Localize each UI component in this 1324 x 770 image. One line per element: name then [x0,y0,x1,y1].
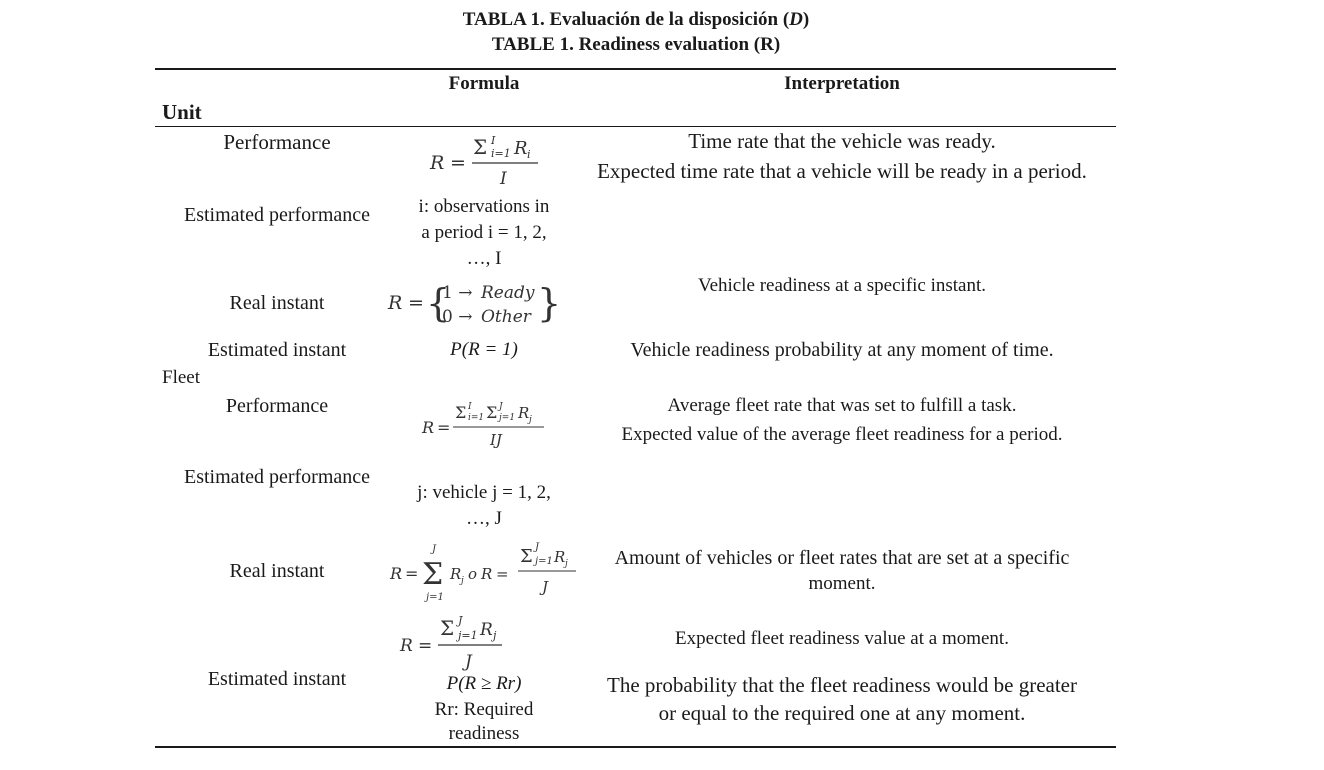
svg-text:j: j [493,629,497,642]
header-formula: Formula [448,73,520,94]
row3-unit: Real instant [229,292,325,314]
row9-interpretation-2: or equal to the required one at any moment. [658,701,1026,725]
row9-formula-note-2: readiness [448,723,520,744]
header-interpretation: Interpretation [784,73,900,94]
svg-text:i: i [527,148,531,161]
svg-text:i=1: i=1 [468,413,485,423]
row2-unit: Estimated performance [183,204,371,226]
row2-formula-note-1: i: observations in [418,196,550,217]
svg-text:R: R [481,565,493,583]
formula-vehicle-performance-svg [428,132,548,190]
row7-interpretation-2: moment. [808,573,876,594]
svg-text:j: j [461,576,464,586]
row6-formula-note-2: …, J [466,508,502,529]
svg-text:J: J [499,402,503,412]
svg-text:=: = [437,418,451,437]
svg-text:=: = [405,564,419,583]
formula-vehicle-real-instant [386,278,562,334]
title-spanish-variable: D [789,9,803,30]
row9-formula-note-1: Rr: Required [434,699,534,720]
svg-text:=: = [496,565,509,583]
svg-text:j=1: j=1 [426,592,444,603]
svg-text:j=1: j=1 [499,413,516,423]
svg-text:Ready: Ready [481,283,535,303]
svg-text:J: J [458,614,463,627]
svg-text:Σ: Σ [440,616,455,640]
row1-interpretation-2: Expected time rate that a vehicle will be ready in a period. [597,159,1087,183]
section-fleet: Fleet [162,367,200,388]
row8-interpretation-1: Expected fleet readiness value at a moment. [675,628,1009,649]
row4-formula: P(R = 1) [450,339,518,360]
svg-text:R: R [400,636,413,656]
svg-text:I: I [500,169,507,189]
row3-interpretation-1: Vehicle readiness at a specific instant. [697,275,987,296]
formula-fleet-performance [420,398,550,454]
table-title-spanish [463,9,809,31]
svg-text:J: J [465,652,472,672]
svg-text:=: = [450,152,466,174]
svg-text:i=1: i=1 [491,147,511,160]
formula-vehicle-performance [428,132,548,194]
svg-text:j=1: j=1 [535,556,553,567]
formula-fleet-real-instant-svg [388,538,584,604]
svg-text:R: R [480,620,493,640]
svg-text:{: { [426,281,451,325]
formula-fleet-expected-instant [398,612,518,676]
svg-text:=: = [418,636,433,656]
row9-formula: P(R ≥ Rr) [446,673,522,694]
svg-text:Σ: Σ [486,403,498,422]
row4-unit: Estimated instant [207,339,347,361]
svg-text:R: R [430,152,445,174]
svg-text:Σ: Σ [520,546,533,567]
svg-text:R: R [390,564,403,583]
svg-text:R: R [388,292,403,314]
row6-formula-note-1: j: vehicle j = 1, 2, [417,482,551,503]
svg-text:Σ: Σ [455,403,467,422]
row1-interpretation-1: Time rate that the vehicle was ready. [688,129,996,153]
svg-text:Σ: Σ [422,557,444,592]
formula-fleet-expected-instant-svg [398,612,518,672]
svg-text:1 →: 1 → [442,283,473,303]
top-rule [155,68,1116,70]
row1-unit: Performance [223,130,331,154]
row6-unit: Estimated performance [183,466,371,488]
svg-text:R: R [422,418,435,437]
svg-text:}: } [537,281,562,325]
row5-interpretation-2: Expected value of the average fleet readiness for a period. [621,424,1063,445]
svg-text:0 →: 0 → [442,307,473,327]
svg-text:J: J [535,542,540,553]
row9-unit: Estimated instant [207,668,347,690]
svg-text:o: o [468,565,478,583]
row5-interpretation-1: Average fleet rate that was set to fulfill a task. [667,395,1017,416]
row5-unit: Performance [225,395,329,417]
svg-text:I: I [491,134,496,147]
row9-interpretation-1: The probability that the fleet readiness would be greater [607,673,1077,697]
header-rule [155,126,1116,127]
bottom-rule [155,746,1116,748]
formula-fleet-real-instant [388,538,584,608]
svg-text:J: J [542,578,549,596]
svg-text:j: j [565,559,568,569]
formula-vehicle-real-instant-svg [386,278,562,330]
svg-text:R: R [450,565,462,583]
title-spanish-text: TABLA 1. Evaluación de la disposición ( [462,9,790,30]
row7-unit: Real instant [229,560,325,582]
svg-text:R: R [518,404,530,422]
svg-text:IJ: IJ [490,431,502,449]
row2-formula-note-3: …, I [466,248,502,269]
svg-text:Other: Other [481,307,531,327]
svg-text:R: R [514,138,528,159]
svg-text:R: R [554,548,566,566]
svg-text:j: j [529,415,532,425]
svg-text:J: J [432,544,437,555]
header-unit: Unit [162,100,202,124]
table-title-english: TABLE 1. Readiness evaluation (R) [491,34,781,55]
svg-text:j=1: j=1 [458,629,478,642]
title-spanish-suffix: ) [802,9,810,30]
svg-text:I: I [468,402,472,412]
row2-formula-note-2: a period i = 1, 2, [421,222,547,243]
row4-interpretation-1: Vehicle readiness probability at any moment of time. [630,339,1054,361]
row7-interpretation-1: Amount of vehicles or fleet rates that are set at a specific [614,547,1070,569]
svg-text:Σ: Σ [473,135,488,159]
formula-fleet-performance-svg [420,398,550,450]
svg-text:=: = [408,292,424,314]
